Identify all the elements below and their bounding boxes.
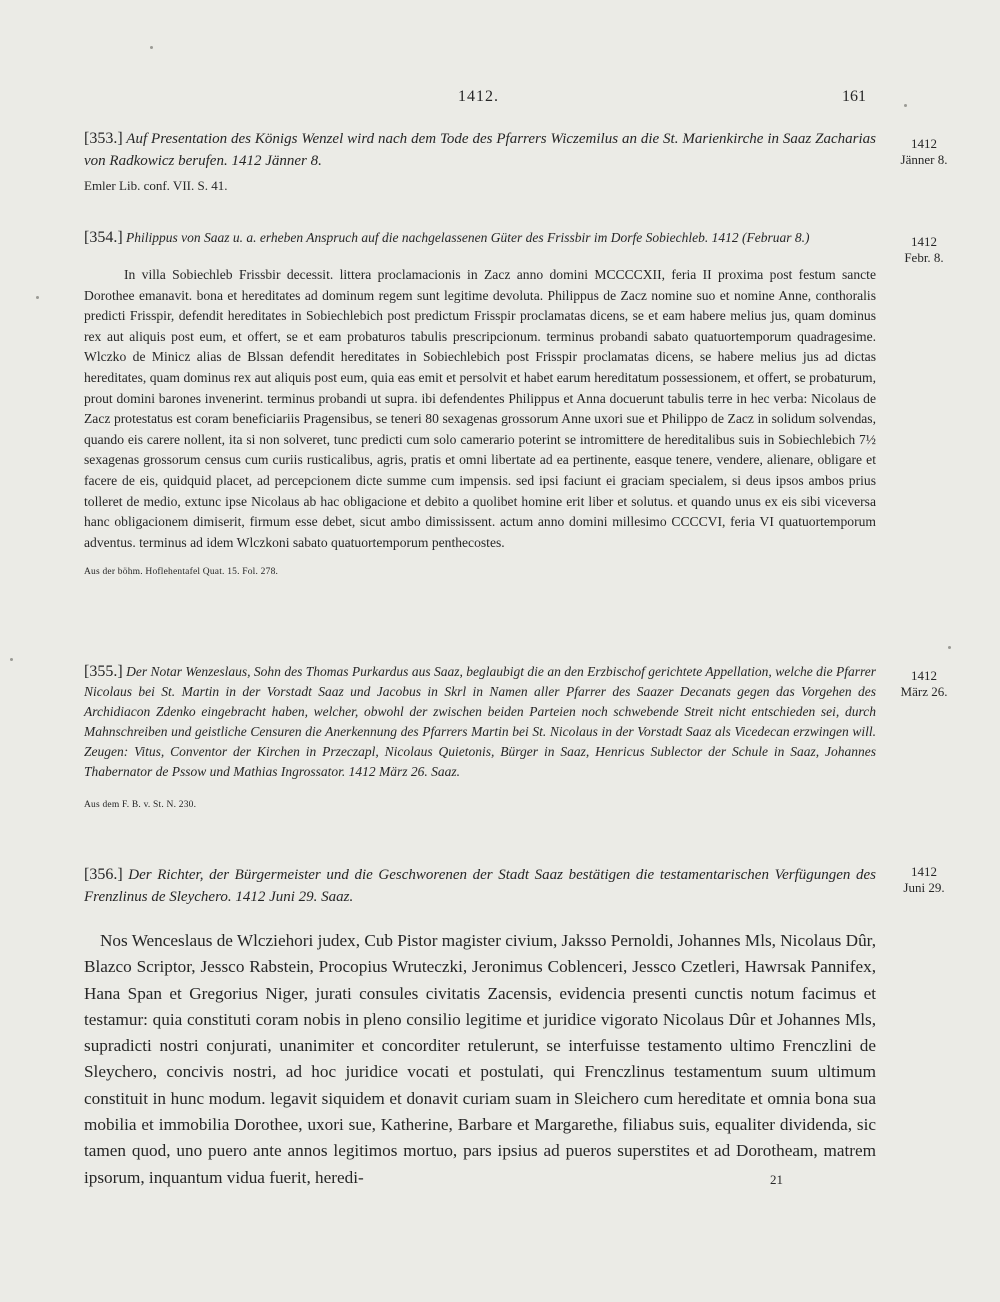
- margin-year: 1412: [911, 668, 937, 683]
- running-header-year: 1412.: [458, 88, 499, 105]
- entry-number: [354.]: [84, 229, 123, 246]
- entry-356: [84, 864, 876, 1191]
- regest-text: Auf Presentation des Königs Wenzel wird nach dem Tode des Pfarrers Wiczemilus an die St. Marienkirche in Saaz Zacharias von Radkowicz berufen. 1412 Jänner 8.: [84, 131, 876, 169]
- entry-354-source: Aus der böhm. Hoflehentafel Quat. 15. Fol. 278.: [84, 567, 279, 578]
- margin-date-355: [888, 668, 960, 700]
- entry-353-source: Emler Lib. conf. VII. S. 41.: [84, 178, 228, 193]
- entry-356-text: Nos Wenceslaus de Wlcziehori judex, Cub Pistor magister civium, Jaksso Pernoldi, Johannes Mls, Nicolaus Dûr, Blazco Scriptor, Jessco Rabstein, Procopius Wruteczki, Jeronimus Coblenceri, Jessco Czetleri, Hawrsak Pannifex, Hana Span et Gregorius Niger, jurati consules civitatis Zacensis, evidencia presenti cunctis notum facimus et testamur: quia constituti coram nobis in pleno consilio legitime et juridice vigorato Nicolaus Dûr et Johannes Mls, supradicti nostri conjurati, unanimiter et concorditer retulerunt, se interfuisse testamento ultimo Frenczlini de Sleychero, concivis nostri, ad hoc juridice vocati et postulati, qui Frenczlinus testamentum suum ultimum constituit in hunc modum. legavit siquidem et donavit curiam suam in Sleichero cum hereditate et omnia bona sua mobilia et immobilia Dorothee, uxori sue, Katherine, Barbare et Margarethe, filiabus suis, equaliter dividenda, sic tamen quod, uno puero ante annos legitimos mortuo, pars ipsius ad pueros superstites et ad Dorotheam, matrem ipsorum, inquantum vidua fuerit, heredi-: [84, 931, 876, 1187]
- margin-day: Jänner 8.: [900, 152, 948, 167]
- regest-text: Der Richter, der Bürgermeister und die Geschworenen der Stadt Saaz bestätigen die testamentarischen Verfügungen des Frenzlinus de Sleychero. 1412 Juni 29. Saaz.: [84, 867, 877, 905]
- regest-text: Der Notar Wenzeslaus, Sohn des Thomas Purkardus aus Saaz, beglaubigt die an den Erzbischof gerichtete Appellation, welche die Pfarrer Nicolaus bei St. Martin in der Vorstadt Saaz und Jacobus in Skrl in Namen aller Pfarrer des Saazer Decanats gegen das Vorgehen des Archidiacon Zdenko eingebracht haben, welcher, obwohl der zwischen beiden Parteien noch schwebende Streit nicht entschieden sei, durch Mahnschreiben und geistliche Censuren die Anerkennung des Pfarrers Martin bei St. Nicolaus in der Vorstadt Saaz als Vicedecan erzwingen will. Zeugen: Vitus, Conventor der Kirchen in Przeczapl, Nicolaus Quietonis, Bürger in Saaz, Henricus Sublector der Schule in Saaz, Johannes Thabernator de Pssow und Mathias Ingrossator. 1412 März 26. Saaz.: [84, 664, 877, 779]
- entry-354-text: In villa Sobiechleb Frissbir decessit. littera proclamacionis in Zacz anno domini MCCCCXII, feria II proxima post festum sancte Dorothee emanavit. bona et hereditates ad dominum regem sunt legitime devoluta. Philippus de Zacz nomine suo et nomine Anne, conthoralis predicti Frisspir, defendit hereditates in Sobiechlebich post predictum Frisspir proclamatas dicens, se et eam habere melius jus, quam dominus rex aut aliquis post eum, et offert, se et eam probaturos tabulis prescripcionum. terminus probandi sabato quatuortemporum quadragesime. Wlczko de Minicz alias de Blssan defendit hereditates in Sobiechlebich post Frisspir proclamatas dicens, se habere melius jus ad dictas hereditates, quam dominus rex aut aliquis post eum, quia eas emit et persolvit et habet earum hereditatum possessionem, et offert, se probaturum, prout domini barones invenerint. terminus probandi ut supra. ibi defendentes Philippus et Anna docuerunt tabulis terre in hec verba: Nicolaus de Zacz protestatus est coram beneficiariis Pragensibus, se teneri 80 sexagenas grossorum Anne uxori sue et Philippo de Zacz in solidum solvendas, quando eis carere nollent, ita si non solveret, tunc predicti cum solo camerario poterint se intromittere de hereditalibus suis in Sobiechlebich 7½ sexagenas grossorum census cum curiis rusticalibus, agris, pratis et omni libertate ad ea pertinente, easque tenere, vendere, alienare, obligare et facere de eis, quidquid placet, ad percepcionem dicte summe cum impensis. sed ipsi faciunt ei graciam specialem, si deus ipsos ambos prius tolleret de medio, extunc ipse Nicolaus ab hac obligacione et debito a quolibet homine erit liber et solutus. et quando unus ex eis sibi viceversa hanc obligacionem dimiserit, firmum esse debet, sicut ambo dimississent. actum anno domini millesimo CCCCVI, feria VI quatuortemporum adventus. terminus ad idem Wlczkoni sabato quatuortemporum penthecostes.: [84, 267, 876, 550]
- scan-speck: [904, 104, 907, 107]
- page-number: 161: [842, 88, 866, 105]
- margin-year: 1412: [911, 864, 937, 879]
- margin-year: 1412: [911, 234, 937, 249]
- entry-354: [84, 228, 876, 577]
- entry-355-regest: [84, 662, 876, 782]
- margin-day: Juni 29.: [903, 880, 945, 895]
- entry-number: [353.]: [84, 130, 123, 147]
- entry-number: [356.]: [84, 866, 123, 883]
- scan-speck: [150, 46, 153, 49]
- regest-text: Philippus von Saaz u. a. erheben Anspruch auf die nachgelassenen Güter des Frissbir im Dorfe Sobiechleb. 1412 (Februar 8.): [126, 230, 810, 245]
- scan-speck: [36, 296, 39, 299]
- margin-date-354: [888, 234, 960, 266]
- entry-353-regest: [84, 128, 876, 172]
- entry-number: [355.]: [84, 663, 123, 680]
- margin-day: März 26.: [900, 684, 948, 699]
- signature-mark: 21: [770, 1172, 783, 1187]
- entry-355: [84, 662, 876, 810]
- margin-date-353: [888, 136, 960, 168]
- entry-355-source: Aus dem F. B. v. St. N. 230.: [84, 800, 197, 810]
- margin-day: Febr. 8.: [904, 250, 944, 265]
- entry-356-regest: [84, 864, 876, 908]
- margin-date-356: [888, 864, 960, 896]
- entry-354-regest: [84, 228, 876, 248]
- scan-speck: [10, 658, 13, 661]
- margin-year: 1412: [911, 136, 937, 151]
- entry-353: [84, 128, 876, 194]
- scan-speck: [948, 646, 951, 649]
